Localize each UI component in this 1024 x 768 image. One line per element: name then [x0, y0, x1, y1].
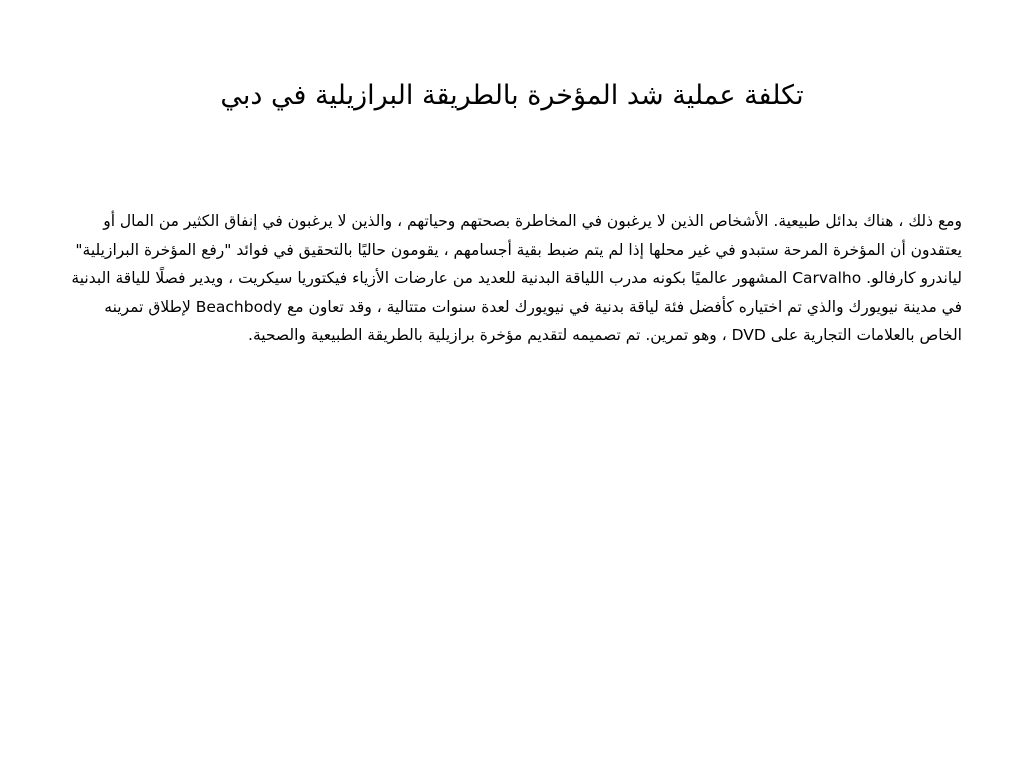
slide-title: تكلفة عملية شد المؤخرة بالطريقة البرازيلية في دبي [220, 80, 804, 111]
body-paragraph: ومع ذلك ، هناك بدائل طبيعية. الأشخاص الذين لا يرغبون في المخاطرة بصحتهم وحياتهم ، والذين لا يرغبون في إنفاق الكثير من المال أو يعتقدون أن المؤخرة المرحة ستبدو في غير محلها إذا لم يتم ضبط بقية أجسامهم ، يقومون حاليًا بالتحقيق في فوائد "رفع المؤخرة البرازيلية" لياندرو كارفالو. Carvalho المشهور عالميًا بكونه مدرب اللياقة البدنية للعديد من عارضات الأزياء فيكتوريا سيكريت ، ويدير فصلًا للياقة البدنية في مدينة نيويورك والذي تم اختياره كأفضل فئة لياقة بدنية في نيويورك لعدة سنوات متتالية ، وقد تعاون مع Beachbody لإطلاق تمرينه الخاص بالعلامات التجارية على DVD ، وهو تمرين. تم تصميمه لتقديم مؤخرة برازيلية بالطريقة الطبيعية والصحية. [71, 212, 962, 345]
slide-body [66, 207, 962, 350]
